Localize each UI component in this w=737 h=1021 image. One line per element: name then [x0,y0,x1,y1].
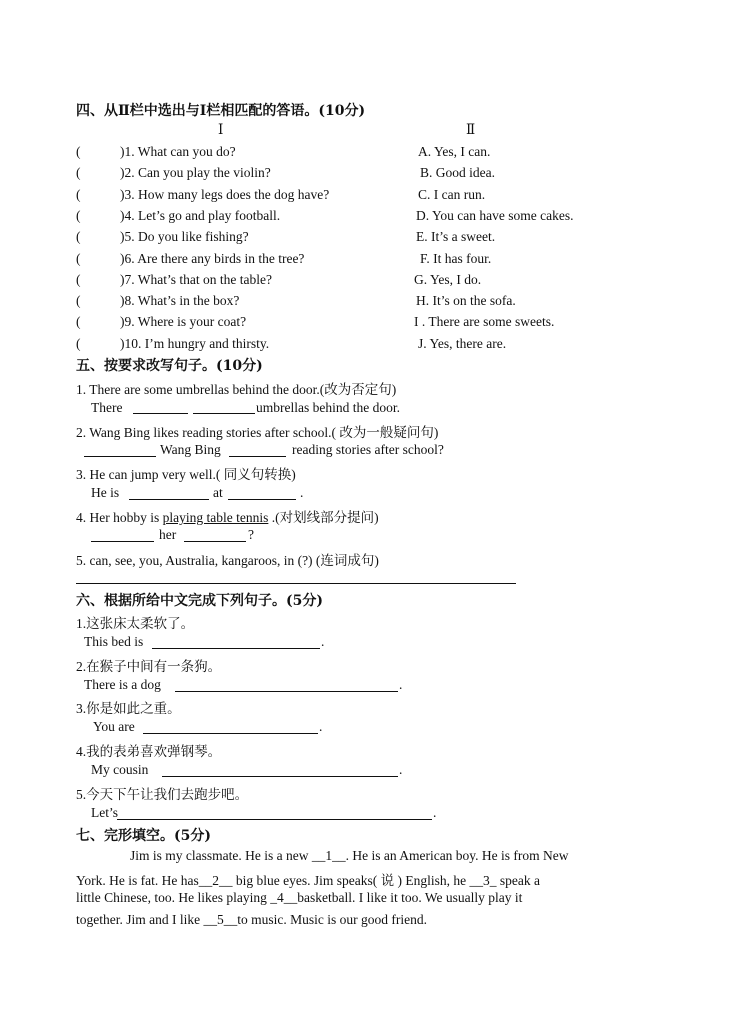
matching-question: )4. Let’s go and play football. [120,207,281,223]
question-5-4-suffix: .(对划线部分提问) [268,510,379,525]
matching-answer: C. I can run. [418,186,486,202]
blank[interactable] [91,541,154,542]
answer-5-3-suffix: . [300,485,304,500]
answer-line[interactable] [76,583,516,584]
answer-5-3-mid: at [213,485,223,500]
english-stem: There is a dog [84,677,161,692]
matching-question: )2. Can you play the violin? [120,165,271,181]
answer-5-1-suffix: umbrellas behind the door. [256,400,400,415]
answer-5-1-prefix: There [91,400,123,415]
chinese-prompt: 5.今天下午让我们去跑步吧。 [76,787,249,802]
passage-line-2: York. He is fat. He has__2__ big blue eyes. Jim speaks( 说 ) English, he __3_ speak a [76,873,540,888]
answer-5-4-suffix: ? [248,527,254,542]
sentence-end: . [399,762,403,777]
chinese-prompt: 1.这张床太柔软了。 [76,616,195,631]
section6-title: 六、根据所给中文完成下列句子。(5分) [76,593,323,609]
sentence-end: . [433,805,437,820]
answer-paren[interactable]: ( [76,271,81,287]
passage-line-1: Jim is my classmate. He is a new __1__. He is an American boy. He is from New [130,848,569,863]
matching-answer: G. Yes, I do. [414,271,482,287]
answer-paren[interactable]: ( [76,144,81,159]
matching-answer: B. Good idea. [420,165,495,181]
column-i-header: Ⅰ [218,122,224,137]
english-stem: My cousin [91,762,149,777]
matching-question: )1. What can you do? [120,144,236,159]
answer-5-3-prefix: He is [91,485,120,500]
blank[interactable] [84,456,156,457]
matching-question: )6. Are there any birds in the tree? [120,250,305,266]
section5-title: 五、按要求改写句子。(10分) [76,358,263,374]
matching-answer: D. You can have some cakes. [416,207,574,223]
matching-question: )8. What’s in the box? [120,293,240,309]
answer-5-4-mid: her [159,527,177,542]
sentence-end: . [319,719,323,734]
answer-5-2-mid: Wang Bing [160,442,221,457]
chinese-prompt: 3.你是如此之重。 [76,701,181,716]
english-stem: Let’s [91,805,118,820]
matching-question: )5. Do you like fishing? [120,229,249,245]
question-5-4-prefix: 4. Her hobby is [76,510,163,525]
matching-question: )10. I’m hungry and thirsty. [120,335,270,351]
matching-answer: E. It’s a sweet. [416,229,496,245]
answer-paren[interactable]: ( [76,207,81,223]
blank[interactable] [117,819,432,820]
answer-5-2-suffix: reading stories after school? [292,442,444,457]
answer-paren[interactable]: ( [76,186,81,202]
question-5-5: 5. can, see, you, Australia, kangaroos, in (?) (连词成句) [76,553,379,568]
answer-paren[interactable]: ( [76,229,81,245]
english-stem: This bed is [84,634,144,649]
chinese-prompt: 4.我的表弟喜欢弹钢琴。 [76,744,222,759]
matching-answer: A. Yes, I can. [418,144,491,159]
blank[interactable] [152,648,320,649]
matching-question: )3. How many legs does the dog have? [120,186,330,202]
question-5-4 [76,506,379,526]
matching-question: )9. Where is your coat? [120,314,247,330]
blank[interactable] [162,776,398,777]
underlined-phrase: playing table tennis [162,510,269,525]
matching-answer: H. It’s on the sofa. [416,293,516,309]
blank[interactable] [184,541,246,542]
passage-line-3: little Chinese, too. He likes playing _4__basketball. I like it too. We usually play it [76,890,523,905]
question-5-3: 3. He can jump very well.( 同义句转换) [76,467,296,482]
blank[interactable] [175,691,398,692]
matching-answer: F. It has four. [420,250,492,266]
blank[interactable] [129,499,209,500]
answer-paren[interactable]: ( [76,314,81,330]
answer-paren[interactable]: ( [76,165,81,181]
answer-paren[interactable]: ( [76,250,81,266]
blank[interactable] [193,413,255,414]
sentence-end: . [321,634,325,649]
blank[interactable] [228,499,296,500]
passage-line-4: together. Jim and I like __5__to music. Music is our good friend. [76,912,427,927]
section7-title: 七、完形填空。(5分) [76,828,211,844]
question-5-1: 1. There are some umbrellas behind the door.(改为否定句) [76,382,397,397]
answer-paren[interactable]: ( [76,335,81,351]
english-stem: You are [93,719,135,734]
matching-answer: J. Yes, there are. [418,335,507,351]
answer-paren[interactable]: ( [76,293,81,309]
blank[interactable] [133,413,188,414]
matching-question: )7. What’s that on the table? [120,271,272,287]
column-ii-header: Ⅱ [466,122,476,137]
blank[interactable] [229,456,286,457]
matching-answer: I . There are some sweets. [414,314,555,330]
blank[interactable] [143,733,318,734]
chinese-prompt: 2.在猴子中间有一条狗。 [76,659,222,674]
section4-title: 四、从Ⅱ栏中选出与Ⅰ栏相匹配的答语。(10分) [76,103,366,119]
sentence-end: . [399,677,403,692]
question-5-2: 2. Wang Bing likes reading stories after school.( 改为一般疑问句) [76,425,439,440]
